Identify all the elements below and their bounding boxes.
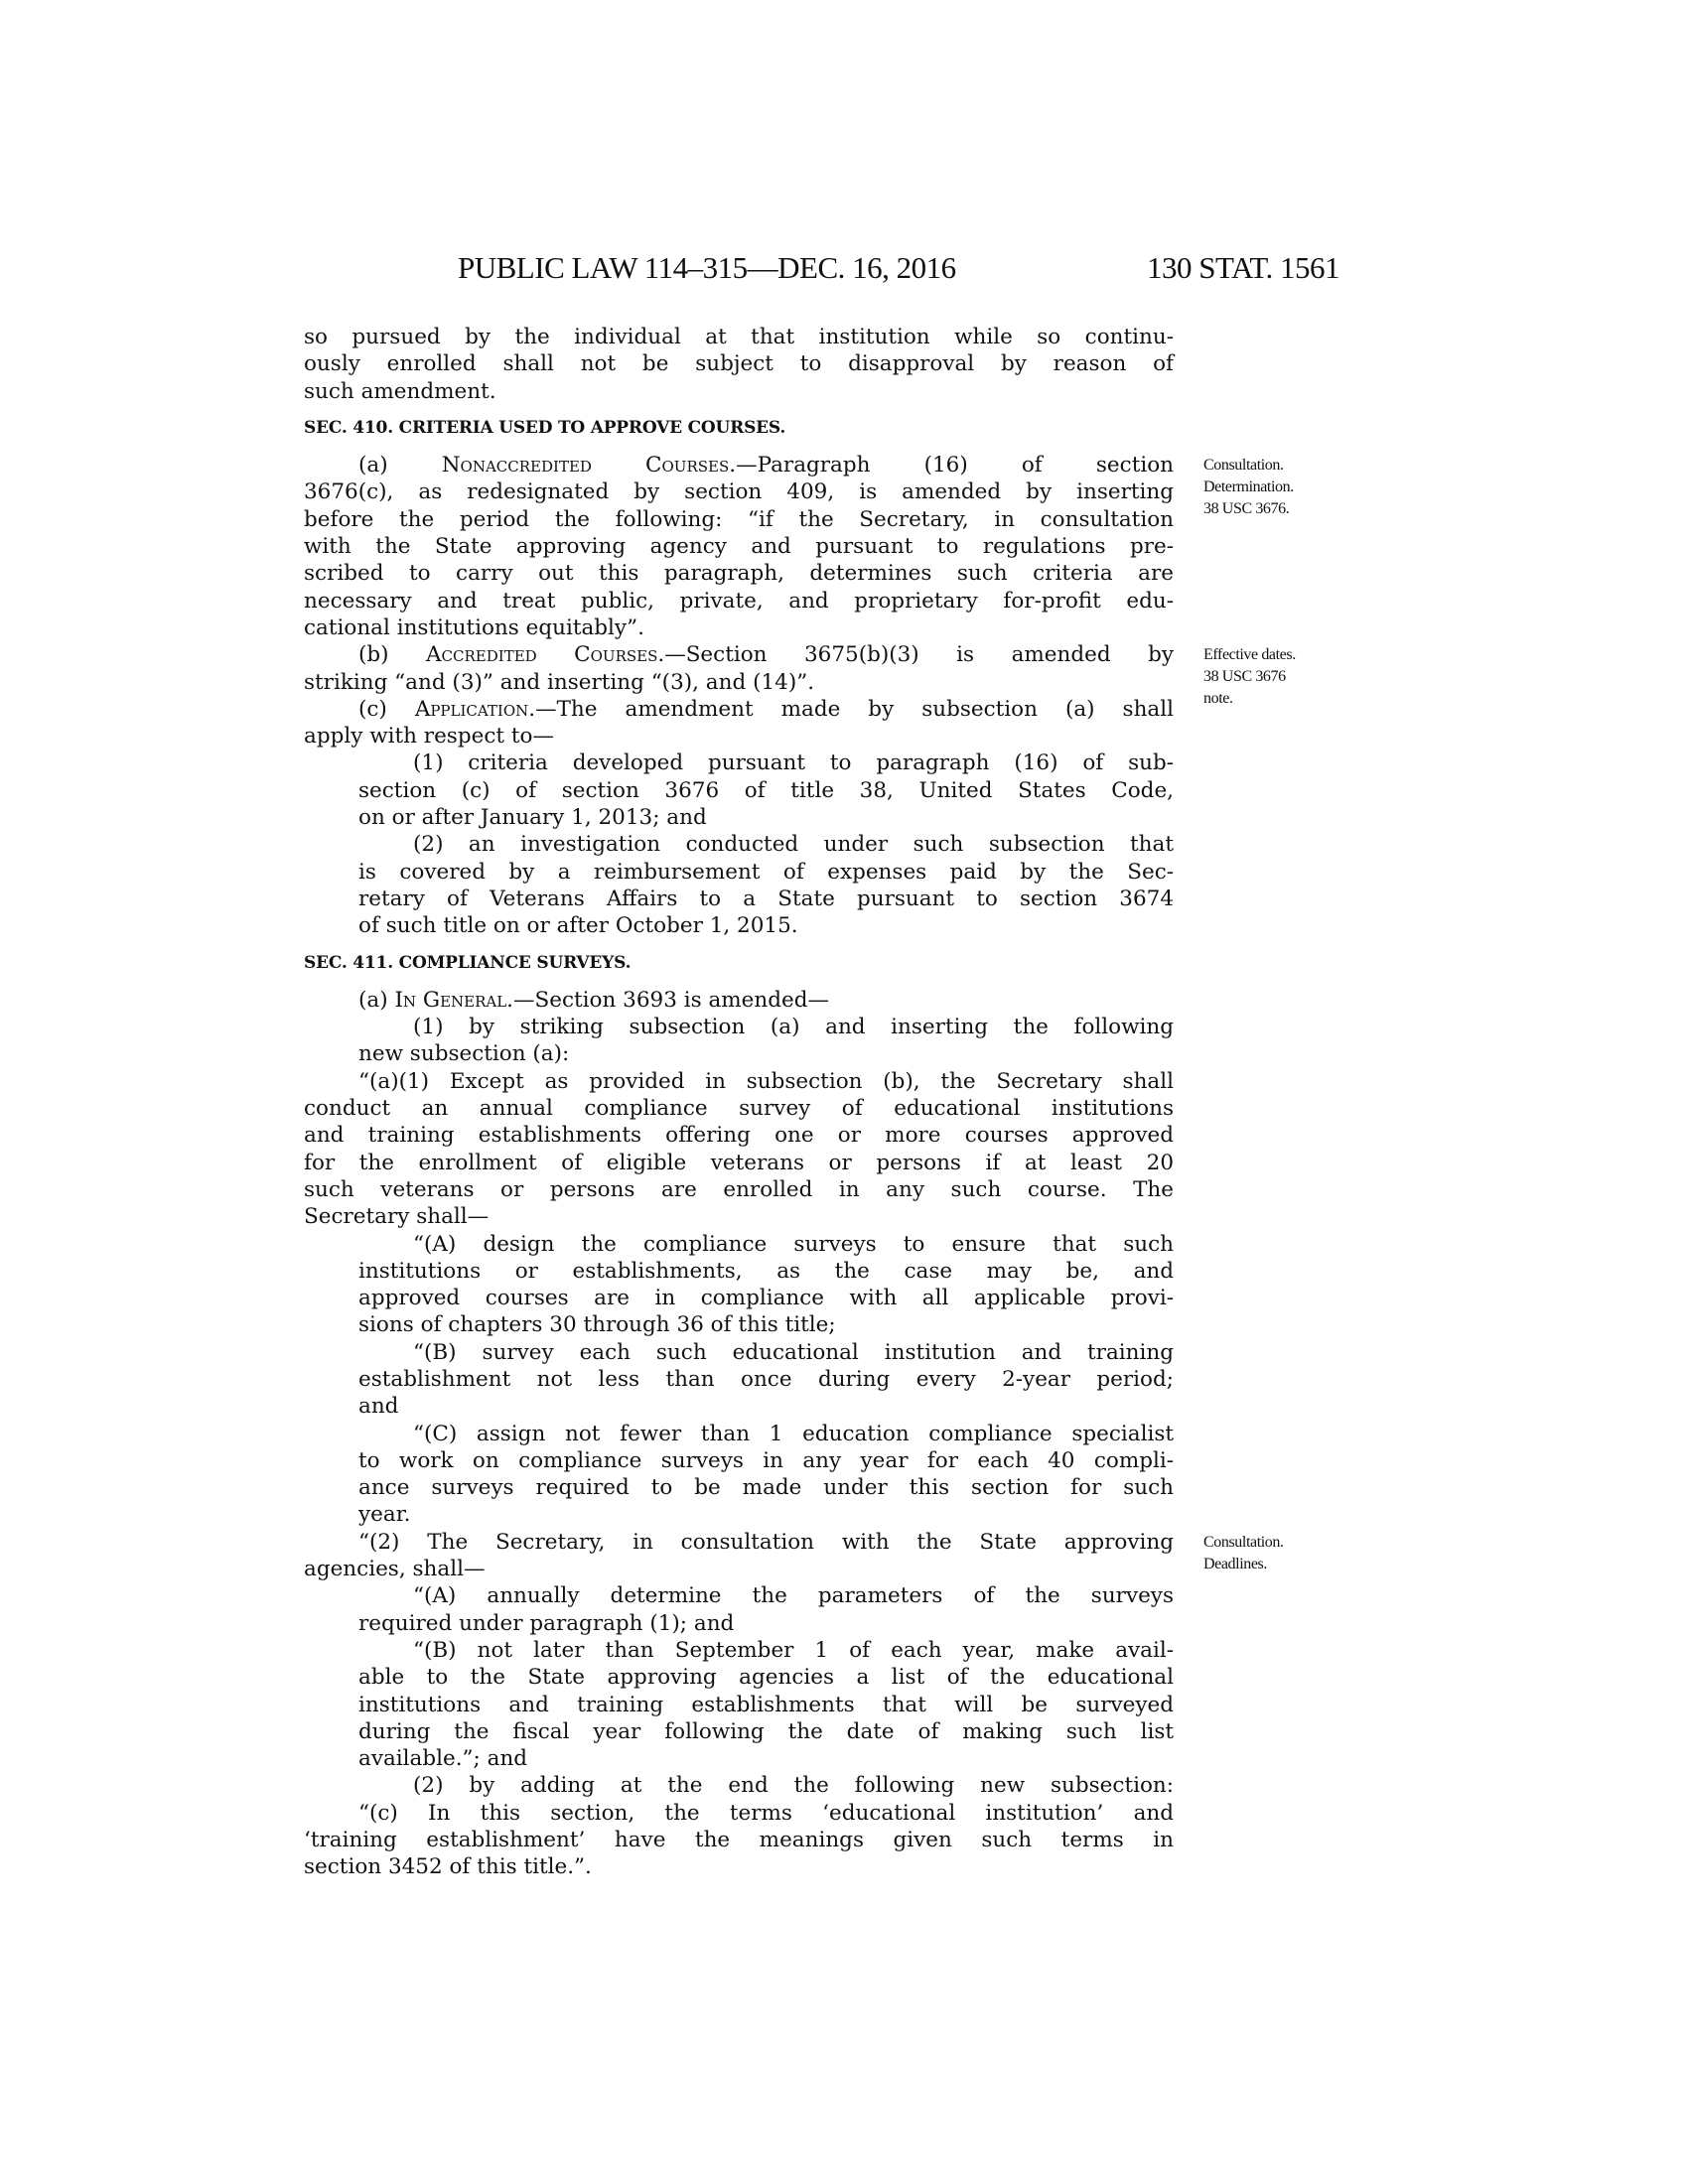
- line-text: of such title on or after October 1, 2015.: [358, 913, 798, 939]
- text-line: [304, 1366, 1174, 1393]
- line-text: institutions or establishments, as the case may be, and: [358, 1258, 1174, 1284]
- text-line: [304, 777, 1174, 804]
- line-text: “(B) not later than September 1 of each year, make avail-: [413, 1637, 1174, 1663]
- page-citation: 130 STAT. 1561: [1147, 250, 1340, 285]
- text-line: [304, 1176, 1174, 1203]
- text-line: [304, 1014, 1174, 1040]
- text-line: [304, 588, 1174, 614]
- line-text: such amendment.: [304, 378, 496, 404]
- text-line: [304, 987, 1174, 1014]
- text-line: [304, 912, 1174, 939]
- line-text: “(2) The Secretary, in consultation with the State approving: [358, 1529, 1174, 1555]
- line-text: to work on compliance surveys in any year for each 40 compli-: [358, 1447, 1174, 1473]
- line-text: able to the State approving agencies a list of the educational: [358, 1665, 1174, 1691]
- text-line: [304, 1285, 1174, 1311]
- text-line: [304, 533, 1174, 560]
- line-text: —Paragraph (16) of section: [736, 453, 1175, 478]
- running-header-title: PUBLIC LAW 114–315—DEC. 16, 2016: [458, 250, 956, 285]
- line-text: (b): [358, 642, 427, 668]
- line-text: is covered by a reimbursement of expenses paid by the Sec-: [358, 859, 1174, 885]
- section-heading: SEC. 411. COMPLIANCE SURVEYS.: [304, 952, 632, 973]
- line-text: 3676(c), as redesignated by section 409, is amended by inserting: [304, 479, 1174, 505]
- line-text: for the enrollment of eligible veterans or persons if at least 20: [304, 1150, 1174, 1175]
- subsection-caption: Accredited Courses.: [426, 642, 665, 668]
- line-text: —Section 3693 is amended—: [513, 987, 829, 1013]
- text-line: [304, 1800, 1174, 1827]
- line-text: available.”; and: [358, 1746, 528, 1772]
- line-text: year.: [358, 1502, 411, 1528]
- line-text: section 3452 of this title.”.: [304, 1854, 592, 1880]
- line-text: approved courses are in compliance with all applicable provi-: [358, 1286, 1174, 1311]
- line-text: retary of Veterans Affairs to a State pursuant to section 3674: [358, 886, 1174, 911]
- margin-note: [1203, 455, 1294, 520]
- line-text: —The amendment made by subsection (a) shall: [535, 696, 1174, 722]
- line-text: ‘training establishment’ have the meanings given such terms in: [304, 1828, 1174, 1853]
- text-line: [304, 1827, 1174, 1853]
- text-line: [304, 1203, 1174, 1230]
- line-text: (a): [358, 987, 395, 1013]
- text-line: [304, 831, 1174, 858]
- section-heading: SEC. 410. CRITERIA USED TO APPROVE COURSES.: [304, 417, 786, 438]
- line-text: before the period the following: “if the Secretary, in consultation: [304, 506, 1174, 532]
- text-line: [304, 886, 1174, 912]
- text-line: [304, 478, 1174, 505]
- line-text: necessary and treat public, private, and proprietary for-profit edu-: [304, 588, 1174, 614]
- text-line: [304, 1610, 1174, 1637]
- line-text: ance surveys required to be made under this section for such: [358, 1475, 1174, 1501]
- margin-note-line: 38 USC 3676.: [1203, 500, 1290, 518]
- text-line: [304, 1637, 1174, 1664]
- text-line: [304, 1718, 1174, 1745]
- line-text: new subsection (a):: [358, 1041, 570, 1067]
- line-text: (a): [358, 453, 442, 478]
- text-line: [304, 669, 1174, 696]
- text-line: [304, 1258, 1174, 1285]
- line-text: on or after January 1, 2013; and: [358, 805, 707, 831]
- line-text: Secretary shall—: [304, 1204, 490, 1230]
- line-text: agencies, shall—: [304, 1557, 486, 1582]
- text-line: [304, 1745, 1174, 1772]
- line-text: “(A) annually determine the parameters of the surveys: [413, 1583, 1174, 1609]
- line-text: striking “and (3)” and inserting “(3), and (14)”.: [304, 669, 815, 695]
- text-line: [304, 1421, 1174, 1447]
- line-text: “(a)(1) Except as provided in subsection (b), the Secretary shall: [358, 1068, 1174, 1094]
- margin-note-line: Effective dates.: [1203, 646, 1296, 664]
- text-line: [304, 506, 1174, 533]
- margin-note-line: note.: [1203, 690, 1233, 708]
- line-text: ously enrolled shall not be subject to disapproval by reason of: [304, 351, 1174, 377]
- text-line: [304, 324, 1174, 350]
- margin-note: [1203, 1532, 1284, 1575]
- subsection-caption: Application.: [414, 696, 536, 722]
- margin-note-line: 38 USC 3676: [1203, 668, 1286, 686]
- line-text: apply with respect to—: [304, 724, 554, 750]
- text-line: [304, 1393, 1174, 1420]
- margin-note-line: Consultation.: [1203, 457, 1284, 475]
- text-line: [304, 1556, 1174, 1582]
- subsection-caption: Nonaccredited Courses.: [441, 453, 737, 478]
- text-line: [304, 859, 1174, 886]
- line-text: such veterans or persons are enrolled in any such course. The: [304, 1176, 1174, 1202]
- text-line: [304, 804, 1174, 831]
- document-body: [304, 324, 1296, 1881]
- line-text: “(A) design the compliance surveys to ensure that such: [413, 1231, 1174, 1257]
- line-text: conduct an annual compliance survey of educational institutions: [304, 1096, 1174, 1122]
- text-line: [304, 350, 1174, 377]
- line-text: establishment not less than once during every 2-year period;: [358, 1366, 1174, 1392]
- line-text: (1) criteria developed pursuant to paragraph (16) of sub-: [413, 751, 1174, 776]
- text-line: [304, 1692, 1174, 1718]
- margin-note-line: Consultation.: [1203, 1533, 1284, 1551]
- line-text: so pursued by the individual at that institution while so continu-: [304, 325, 1174, 349]
- text-line: [304, 750, 1174, 776]
- line-text: (2) by adding at the end the following new subsection:: [413, 1773, 1174, 1799]
- line-text: required under paragraph (1); and: [358, 1610, 735, 1636]
- text-line: [304, 1231, 1174, 1258]
- text-line: [304, 1474, 1174, 1501]
- text-line: [304, 378, 1174, 405]
- line-text: “(C) assign not fewer than 1 education compliance specialist: [413, 1421, 1174, 1446]
- text-line: [304, 1150, 1174, 1176]
- text-line: [304, 723, 1174, 750]
- line-text: “(B) survey each such educational institution and training: [413, 1339, 1174, 1365]
- text-line: [304, 696, 1174, 723]
- line-text: cational institutions equitably”.: [304, 614, 644, 640]
- margin-note-line: Deadlines.: [1203, 1555, 1267, 1572]
- line-text: with the State approving agency and pursuant to regulations pre-: [304, 534, 1174, 560]
- text-line: [304, 614, 1174, 641]
- text-line: [304, 1095, 1174, 1122]
- line-text: scribed to carry out this paragraph, determines such criteria are: [304, 561, 1174, 587]
- text-line: [304, 1040, 1174, 1067]
- line-text: (c): [358, 696, 415, 722]
- line-text: (1) by striking subsection (a) and inserting the following: [413, 1015, 1174, 1040]
- margin-note: [1203, 644, 1296, 710]
- line-text: and: [358, 1394, 399, 1420]
- text-line: [304, 1853, 1174, 1880]
- line-text: section (c) of section 3676 of title 38, United States Code,: [358, 777, 1174, 803]
- text-line: [304, 1311, 1174, 1338]
- text-line: [304, 1447, 1174, 1474]
- line-text: —Section 3675(b)(3) is amended by: [664, 642, 1174, 668]
- text-line: [304, 1068, 1174, 1095]
- line-text: institutions and training establishments that will be surveyed: [358, 1692, 1174, 1717]
- line-text: sions of chapters 30 through 36 of this title;: [358, 1312, 836, 1338]
- text-line: [304, 1501, 1174, 1528]
- text-line: [304, 1339, 1174, 1366]
- line-text: during the fiscal year following the date of making such list: [358, 1718, 1174, 1744]
- margin-note-line: Determination.: [1203, 478, 1294, 496]
- text-line: [304, 560, 1174, 587]
- text-line: [304, 1664, 1174, 1691]
- text-line: [304, 1122, 1174, 1149]
- line-text: and training establishments offering one or more courses approved: [304, 1123, 1174, 1149]
- line-text: “(c) In this section, the terms ‘educational institution’ and: [358, 1800, 1174, 1826]
- text-line: [304, 1582, 1174, 1609]
- line-text: (2) an investigation conducted under such subsection that: [413, 832, 1174, 858]
- subsection-caption: In General.: [394, 987, 514, 1013]
- text-line: [304, 1772, 1174, 1799]
